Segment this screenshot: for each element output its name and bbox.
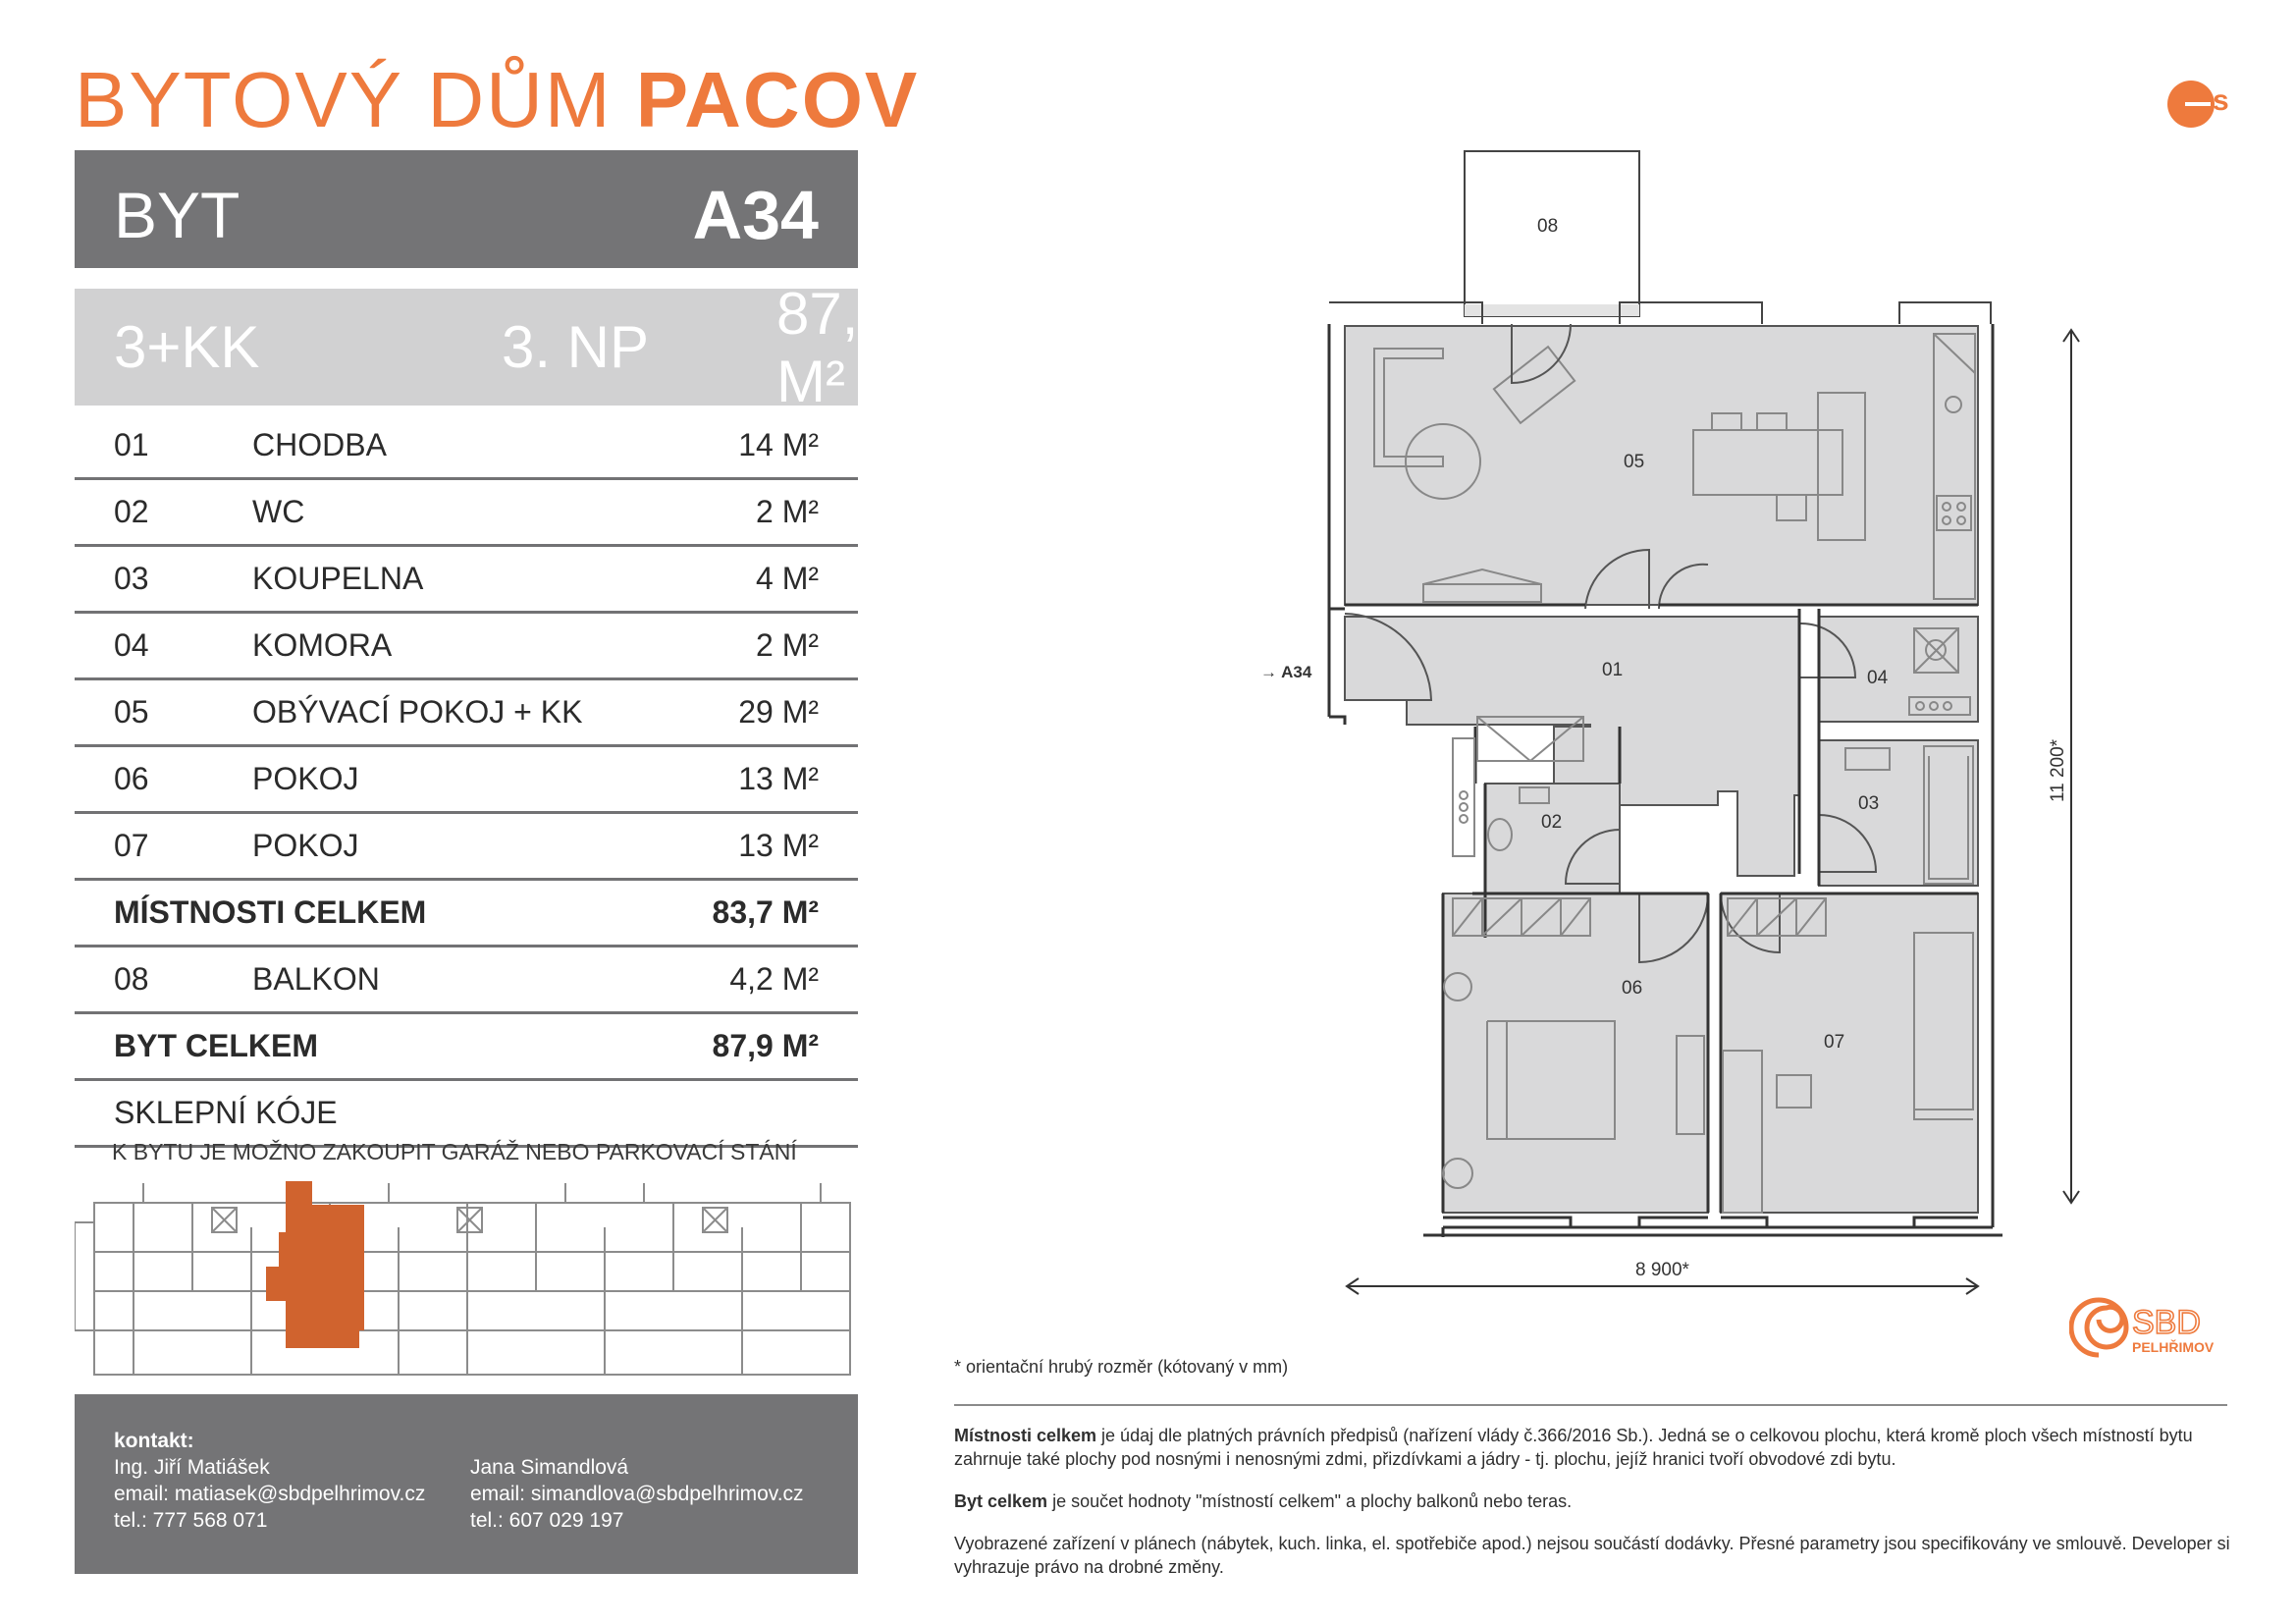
room-area: 2 M² (756, 494, 819, 529)
building-key-plan (75, 1173, 860, 1384)
page-title (75, 56, 920, 143)
table-row (75, 814, 858, 881)
room-area: 4,2 M² (729, 961, 819, 997)
contact-phone: tel.: 607 029 197 (470, 1509, 624, 1532)
contact-name: Jana Simandlová (470, 1456, 629, 1479)
room-table (75, 413, 858, 1148)
cellar-row (75, 1081, 858, 1148)
footnote-asterisk: * orientační hrubý rozměr (kótovaný v mm) (954, 1357, 1289, 1377)
contact-phone: tel.: 777 568 071 (114, 1509, 268, 1532)
contact-email: email: matiasek@sbdpelhrimov.cz (114, 1483, 426, 1505)
room-label-05: 05 (1624, 452, 1645, 472)
footnote-rule (954, 1404, 2227, 1406)
floor-plan (1247, 147, 2110, 1306)
balcony-threshold (1465, 304, 1639, 316)
room-name: WC (252, 494, 305, 529)
room-number: 04 (114, 627, 149, 663)
unit-label: BYT (114, 179, 240, 251)
room-area: 13 M² (738, 761, 819, 796)
room-area: 14 M² (738, 427, 819, 462)
room-03-area (1819, 740, 1978, 886)
room-number: 08 (114, 961, 149, 997)
sbd-text: SBD (2132, 1304, 2201, 1341)
room-name: CHODBA (252, 427, 387, 462)
room-label-02: 02 (1541, 812, 1563, 833)
unit-summary (75, 280, 891, 414)
highlighted-unit (266, 1181, 364, 1348)
room-label-04: 04 (1867, 668, 1889, 688)
room-number: 01 (114, 427, 149, 462)
room-number: 03 (114, 561, 149, 596)
room-name: OBÝVACÍ POKOJ + KK (252, 694, 583, 730)
unit-code: A34 (692, 177, 819, 253)
room-label-01: 01 (1602, 660, 1624, 680)
room-name: KOMORA (252, 627, 393, 663)
sbd-subtext: PELHŘIMOV (2132, 1339, 2215, 1355)
footnote-text: je údaj dle platných právních předpisů (nařízení vlády č.366/2016 Sb.). Jedná se o celkovou plochu, která kromě ploch všech místností bytu zahrnuje také plochy pod nosnými i nenosnými zdmi, přizdívkami a jádry - tj. plochu, jejíž hranici tvoří obvodové zdi bytu. (954, 1426, 2193, 1469)
brand-logo-icon (2167, 81, 2215, 128)
unit-total-row (75, 1014, 858, 1081)
room-area: 29 M² (738, 694, 819, 730)
footnote-disclaimer: Vyobrazené zařízení v plánech (nábytek, kuch. linka, el. spotřebiče apod.) nejsou součástí dodávky. Přesné parametry jsou specifikovány ve smlouvě. Developer si vyhrazuje právo na drobné změny. (954, 1534, 2230, 1577)
room-07-area (1721, 893, 1978, 1213)
rooms-total-label: MÍSTNOSTI CELKEM (114, 894, 427, 930)
room-number: 06 (114, 761, 149, 796)
logo-bar (2185, 102, 2211, 106)
unit-area: 87,9 M² (776, 280, 891, 414)
footnote-text: je součet hodnoty "místností celkem" a plochy balkonů nebo teras. (1047, 1491, 1573, 1511)
footnote-term: Místnosti celkem (954, 1426, 1097, 1445)
room-number: 05 (114, 694, 149, 730)
footnote-term: Byt celkem (954, 1491, 1048, 1511)
room-name: POKOJ (252, 761, 359, 796)
room-number: 07 (114, 828, 149, 863)
room-area: 4 M² (756, 561, 819, 596)
rooms-total-row (75, 881, 858, 947)
room-area: 13 M² (738, 828, 819, 863)
room-area: 2 M² (756, 627, 819, 663)
garage-note: K BYTU JE MOŽNO ZAKOUPIT GARÁŽ NEBO PARKOVACÍ STÁNÍ (112, 1139, 797, 1164)
height-dimension: 11 200* (2048, 738, 2068, 803)
table-row (75, 547, 858, 614)
table-row (75, 480, 858, 547)
contact-email: email: simandlova@sbdpelhrimov.cz (470, 1483, 804, 1505)
contact-person-1 (114, 1428, 425, 1534)
footnote-unit-total (954, 1489, 2230, 1513)
footnote-rooms-total (954, 1424, 2230, 1471)
title-bold: PACOV (635, 56, 920, 143)
balcony-row (75, 947, 858, 1014)
spiral-icon (2071, 1300, 2126, 1355)
width-dimension: 8 900* (1635, 1260, 1689, 1280)
unit-total-label: BYT CELKEM (114, 1028, 318, 1063)
room-label-03: 03 (1858, 793, 1880, 814)
layout-type: 3+KK (114, 314, 260, 380)
room-06-area (1443, 893, 1708, 1213)
cellar-label: SKLEPNÍ KÓJE (114, 1095, 338, 1130)
room-label-08: 08 (1537, 216, 1559, 237)
room-number: 02 (114, 494, 149, 529)
sbd-logo (2069, 1294, 2236, 1363)
unit-header (75, 150, 858, 268)
room-label-06: 06 (1622, 978, 1643, 999)
table-row (75, 614, 858, 680)
room-name: KOUPELNA (252, 561, 424, 596)
table-row (75, 413, 858, 480)
title-light: BYTOVÝ DŮM (75, 56, 636, 143)
contact-heading: kontakt: (114, 1430, 194, 1452)
room-label-07: 07 (1824, 1032, 1845, 1053)
room-name: BALKON (252, 961, 380, 997)
table-row (75, 747, 858, 814)
contact-box (75, 1394, 858, 1574)
table-row (75, 680, 858, 747)
floor-number: 3. NP (501, 314, 650, 380)
contact-person-2 (470, 1454, 804, 1534)
unit-total-area: 87,9 M² (712, 1028, 819, 1063)
room-name: POKOJ (252, 828, 359, 863)
entry-label: → A34 (1260, 663, 1312, 681)
contact-name: Ing. Jiří Matiášek (114, 1456, 270, 1479)
rooms-total-area: 83,7 M² (712, 894, 819, 930)
brand-logo-letter: s (2213, 84, 2229, 117)
